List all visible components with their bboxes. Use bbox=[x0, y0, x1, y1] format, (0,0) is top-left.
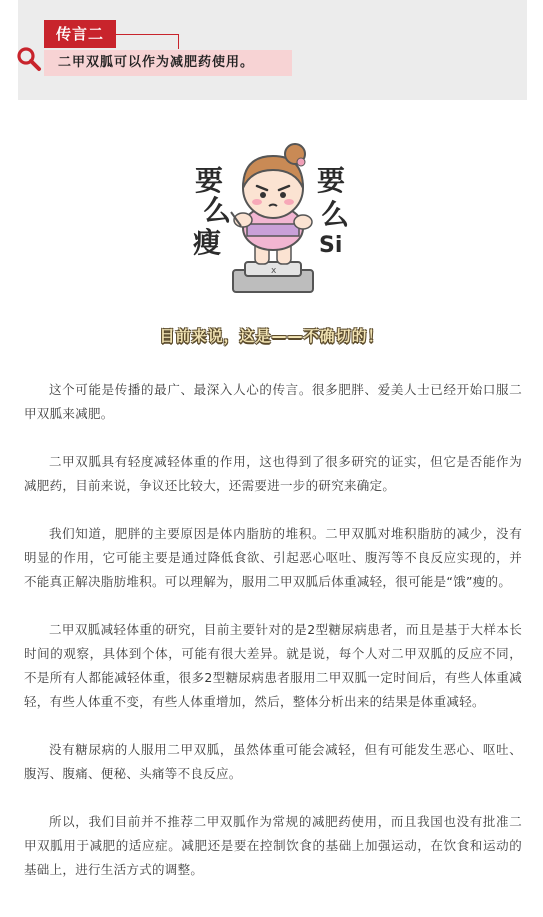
rumor-tag: 传言二 bbox=[44, 20, 116, 48]
illus-left-char-2: 么 bbox=[203, 194, 232, 227]
rumor-claim: 二甲双胍可以作为减肥药使用。 bbox=[44, 50, 292, 76]
paragraph: 我们知道，肥胖的主要原因是体内脂肪的堆积。二甲双胍对堆积脂肪的减少，没有明显的作用，它可能主要是通过降低食欲、引起恶心呕吐、腹泻等不良反应实现的，并不能真正解决脂肪堆积。可以理解为，服用二甲双胍后体重减轻，很可能是“饿”瘦的。 bbox=[24, 526, 522, 589]
paragraph: 二甲双胍具有轻度减轻体重的作用，这也得到了很多研究的证实，但它是否能作为减肥药，目前来说，争议还比较大，还需要进一步的研究来确定。 bbox=[24, 454, 522, 493]
paragraph: 没有糖尿病的人服用二甲双胍，虽然体重可能会减轻，但有可能发生恶心、呕吐、腹泻、腹痛、便秘、头痛等不良反应。 bbox=[24, 742, 522, 781]
scale-mark: x bbox=[271, 266, 277, 276]
paragraph: 二甲双胍减轻体重的研究，目前主要针对的是2型糖尿病患者，而且是基于大样本长时间的观察，具体到个体，可能有很大差异。就是说，每个人对二甲双胍的反应不同，不是所有人都能减轻体重，很多2型糖尿病患者服用二甲双胍一定时间后，有些人体重减轻，有些人体重不变，有些人体重增加，然后，整体分析出来的结果是体重减轻。 bbox=[24, 622, 522, 709]
article-body bbox=[24, 378, 522, 906]
tag-connector-line bbox=[116, 34, 179, 49]
illus-right-char-1: 要 bbox=[317, 164, 346, 197]
illus-left-char-3: 瘦 bbox=[193, 226, 222, 259]
illus-right-char-3: Si bbox=[319, 233, 343, 258]
illus-right-char-2: 么 bbox=[321, 198, 350, 231]
girl-on-scale-illustration bbox=[183, 140, 363, 300]
illus-left-char-1: 要 bbox=[195, 164, 224, 197]
search-icon bbox=[16, 46, 42, 72]
subheading: 目前来说，这是——不确切的！ bbox=[159, 327, 384, 345]
paragraph: 这个可能是传播的最广、最深入人心的传言。很多肥胖、爱美人士已经开始口服二甲双胍来减肥。 bbox=[24, 382, 522, 421]
paragraph: 所以，我们目前并不推荐二甲双胍作为常规的减肥药使用，而且我国也没有批准二甲双胍用于减肥的适应症。减肥还是要在控制饮食的基础上加强运动，在饮食和运动的基础上，进行生活方式的调整。 bbox=[24, 814, 522, 877]
